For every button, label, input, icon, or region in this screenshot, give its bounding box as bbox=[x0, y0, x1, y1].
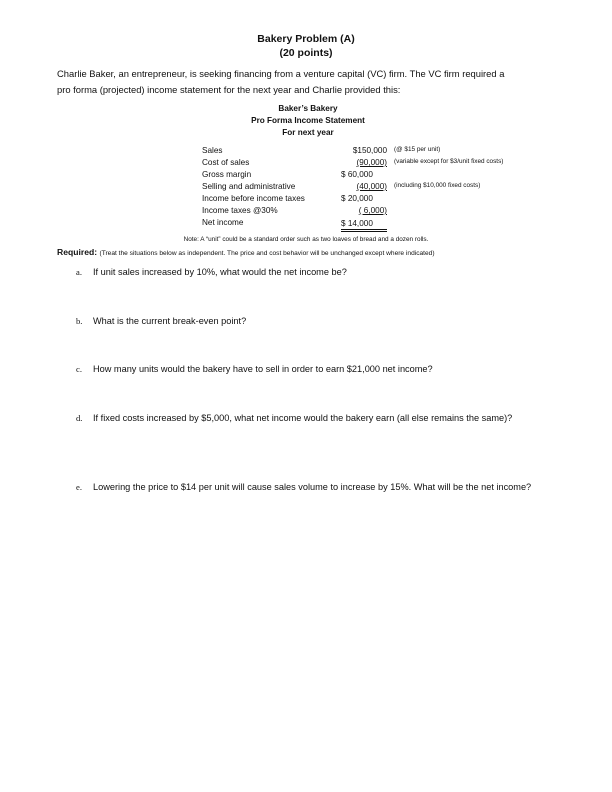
statement-row-sales bbox=[202, 146, 562, 158]
row-amount: $ 60,000 bbox=[341, 170, 373, 179]
statement-company: Baker’s Bakery bbox=[278, 104, 338, 113]
statement-row-income-taxes bbox=[202, 206, 562, 218]
row-amount: (40,000) bbox=[356, 182, 387, 191]
question-letter: e. bbox=[76, 482, 82, 492]
row-amount: $ 20,000 bbox=[341, 194, 373, 203]
statement-row-net-income bbox=[202, 218, 562, 230]
required-instructions bbox=[57, 247, 435, 257]
row-amount: (90,000) bbox=[356, 158, 387, 167]
required-label: Required: bbox=[57, 247, 98, 257]
row-label: Cost of sales bbox=[202, 158, 250, 167]
statement-name: Pro Forma Income Statement bbox=[251, 116, 365, 125]
question-letter: d. bbox=[76, 413, 83, 423]
page-title: Bakery Problem (A) bbox=[257, 33, 355, 45]
statement-row-income-before-taxes bbox=[202, 194, 562, 206]
statement-period: For next year bbox=[282, 128, 334, 137]
statement-row-cost-of-sales bbox=[202, 158, 562, 170]
question-text: If unit sales increased by 10%, what would the net income be? bbox=[93, 267, 347, 277]
statement-footnote: Note: A “unit” could be a standard order such as two loaves of bread and a dozen rolls. bbox=[183, 236, 429, 243]
row-label: Net income bbox=[202, 218, 244, 227]
required-text: (Treat the situations below as independent. The price and cost behavior will be unchanged except where indicated) bbox=[99, 250, 435, 257]
row-label: Sales bbox=[202, 146, 223, 155]
row-label: Gross margin bbox=[202, 170, 252, 179]
intro-line-2: pro forma (projected) income statement for the next year and Charlie provided this: bbox=[57, 84, 401, 95]
question-letter: b. bbox=[76, 316, 83, 326]
row-label: Income taxes @30% bbox=[202, 206, 278, 215]
row-note: (including $10,000 fixed costs) bbox=[394, 182, 481, 189]
question-text: What is the current break-even point? bbox=[93, 316, 247, 326]
row-amount: $150,000 bbox=[352, 146, 387, 155]
row-label: Income before income taxes bbox=[202, 194, 305, 203]
statement-row-selling-admin bbox=[202, 182, 562, 194]
statement-row-gross-margin bbox=[202, 170, 562, 182]
row-amount: $ 14,000 bbox=[341, 218, 387, 232]
row-note: (@ $15 per unit) bbox=[394, 146, 441, 153]
question-text: How many units would the bakery have to sell in order to earn $21,000 net income? bbox=[93, 364, 433, 374]
intro-line-1: Charlie Baker, an entrepreneur, is seeking financing from a venture capital (VC) firm. The VC firm required a bbox=[57, 68, 505, 79]
points-subtitle: (20 points) bbox=[279, 47, 333, 59]
question-letter: a. bbox=[76, 267, 82, 277]
row-amount: ( 6,000) bbox=[358, 206, 387, 215]
intro-paragraph bbox=[57, 66, 557, 98]
question-text: Lowering the price to $14 per unit will cause sales volume to increase by 15%. What will be the net income? bbox=[93, 482, 532, 492]
row-note: (variable except for $3/unit fixed costs) bbox=[394, 158, 504, 165]
question-letter: c. bbox=[76, 364, 82, 374]
row-label: Selling and administrative bbox=[202, 182, 296, 191]
question-text: If fixed costs increased by $5,000, what net income would the bakery earn (all else remains the same)? bbox=[93, 413, 513, 423]
